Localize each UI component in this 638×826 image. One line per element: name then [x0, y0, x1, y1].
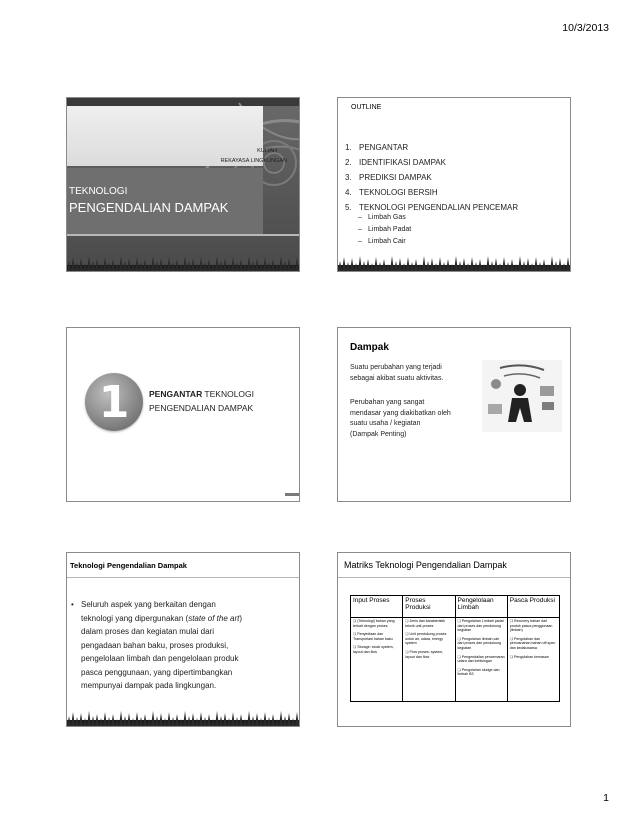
slide-dampak — [337, 327, 571, 502]
list-item — [344, 185, 518, 200]
grass-decoration-icon — [67, 708, 300, 726]
cell-item: ❏ Unit pendukung proses untuk air, udara, energy system — [405, 632, 447, 646]
rekayasa-label: REKAYASA LINGKUNGAN — [220, 158, 287, 164]
text-line: mendasar yang diakibatkan oleh — [350, 409, 451, 417]
impact-illustration-icon — [482, 360, 562, 432]
section-title-rest: TEKNOLOGI — [202, 389, 255, 399]
corner-mark — [285, 493, 299, 496]
badge-number: 1 — [98, 377, 130, 428]
item-label: IDENTIFIKASI DAMPAK — [359, 158, 446, 167]
text-line: (Dampak Penting) — [350, 430, 407, 438]
cell-item: ❏ Flow proses: system, layout dan flow — [405, 649, 444, 659]
text-line: pengadaan bahan baku, proses produksi, — [81, 640, 229, 650]
table-cell — [351, 618, 403, 702]
slide-teknologi — [66, 552, 300, 727]
list-item — [344, 155, 518, 170]
bullet-icon: • — [71, 600, 74, 609]
definition-paragraph — [350, 398, 451, 440]
item-label: PENGANTAR — [359, 143, 409, 152]
cell-item: ❏ Pengolahan sludge dan limbah B3 — [457, 667, 500, 677]
cell-item: ❏ Pengolahan kemasan — [509, 654, 549, 659]
cell-item: ❏ Storage: stock system, layout dan flow — [353, 645, 394, 654]
cell-item: ❏ (Teknologi) bahan yang terkait dengan proses — [353, 619, 395, 628]
column-header: Pasca Produksi — [507, 596, 559, 618]
text-line: pasca penggunaan, yang dipertimbangkan — [81, 667, 233, 677]
divider — [67, 234, 300, 236]
list-item — [344, 140, 518, 155]
slide-title-line2: PENGENDALIAN DAMPAK — [69, 200, 229, 215]
item-number: 2. — [345, 158, 352, 167]
definition-paragraph — [350, 363, 443, 384]
header-date: 10/3/2013 — [562, 22, 609, 34]
slide-section-intro — [66, 327, 300, 502]
divider — [67, 577, 299, 578]
table-cell — [403, 618, 455, 702]
item-label: TEKNOLOGI BERSIH — [359, 188, 438, 197]
text-line: pengelolaan limbah dan pengelolaan produk — [81, 654, 239, 663]
cell-item: ❏ Pengolahan limbah cair dari proses dan pendukung kegiatan — [457, 636, 502, 650]
text-span: ) — [239, 613, 242, 623]
item-label: PREDIKSI DAMPAK — [359, 173, 432, 182]
table-row — [351, 618, 560, 702]
section-title-line2: PENGENDALIAN DAMPAK — [149, 403, 254, 413]
section-title-bold: PENGANTAR — [149, 389, 203, 399]
table-header-row — [351, 596, 560, 618]
table-cell — [455, 618, 507, 702]
item-number: 4. — [345, 188, 352, 197]
cell-item: ❏ Pengolahan Limbah padat dari proses dan pendukung kegiatan — [457, 619, 504, 633]
cell-item: ❏ Jenis dan karakteristik teknik unit-proses — [405, 619, 446, 628]
slide-heading: Dampak — [350, 342, 389, 353]
section-title-line1 — [149, 389, 254, 399]
column-header: Proses Produksi — [403, 596, 455, 618]
matrix-table — [350, 595, 560, 702]
title-light-panel — [67, 106, 263, 166]
text-line: Suatu perubahan yang terjadi — [350, 364, 442, 371]
item-number: 3. — [345, 173, 352, 182]
outline-sublist — [358, 212, 411, 248]
text-line: Perubahan yang sangat — [350, 399, 425, 406]
sub-item: – Limbah Padat — [358, 224, 411, 236]
slide-title — [66, 97, 300, 272]
italic-term: state of the art — [188, 613, 240, 623]
grass-decoration-icon — [338, 253, 571, 271]
text-line: sebagai akibat suatu aktivitas. — [350, 374, 444, 382]
divider — [338, 577, 570, 578]
text-line — [71, 612, 293, 626]
grass-decoration-icon — [67, 253, 300, 271]
text-line — [71, 598, 293, 612]
item-label: TEKNOLOGI PENGENDALIAN PENCEMAR — [359, 203, 519, 212]
number-badge-icon — [85, 373, 143, 431]
cell-item: ❏ Recovery bahan dari produk pasca penggunaan (limbah) — [509, 619, 553, 633]
slide-outline — [337, 97, 571, 272]
text-line: suatu usaha / kegiatan — [350, 420, 421, 427]
slide-matriks — [337, 552, 571, 727]
text-span: teknologi yang dipergunakan ( — [81, 613, 189, 623]
text-span: Seluruh aspek yang berkaitan dengan — [81, 600, 216, 609]
slide-title-line1: TEKNOLOGI — [69, 186, 128, 197]
cell-item: ❏ Penyediaan dan Transportasi bahan baku — [353, 632, 393, 641]
outline-list — [344, 140, 518, 215]
text-line: mempunyai dampak pada lingkungan. — [81, 681, 217, 690]
bullet-paragraph — [71, 598, 293, 693]
item-number: 5. — [345, 203, 352, 212]
column-header: Pengelolaan Limbah — [455, 596, 507, 618]
kuliah-label: KULIAH — [257, 148, 277, 154]
slide-heading: Teknologi Pengendalian Dampak — [70, 561, 187, 570]
list-item — [344, 170, 518, 185]
table-cell — [507, 618, 559, 702]
cell-item: ❏ Pengendalian pencemaran udara dan kebisingan — [457, 654, 505, 664]
slide-heading: OUTLINE — [351, 104, 382, 111]
page-number: 1 — [603, 792, 609, 804]
slide-heading: Matriks Teknologi Pengendalian Dampak — [344, 560, 507, 570]
sub-item: – Limbah Gas — [358, 212, 411, 224]
column-header: Input Proses — [351, 596, 403, 618]
cell-item: ❏ Pengolahan dan pemusnahan bahan off-spec dan kedaluwarsa — [509, 636, 556, 650]
text-line: dalam proses dan kegiatan mulai dari — [81, 627, 214, 636]
sub-item: – Limbah Cair — [358, 236, 411, 248]
item-number: 1. — [345, 143, 352, 152]
